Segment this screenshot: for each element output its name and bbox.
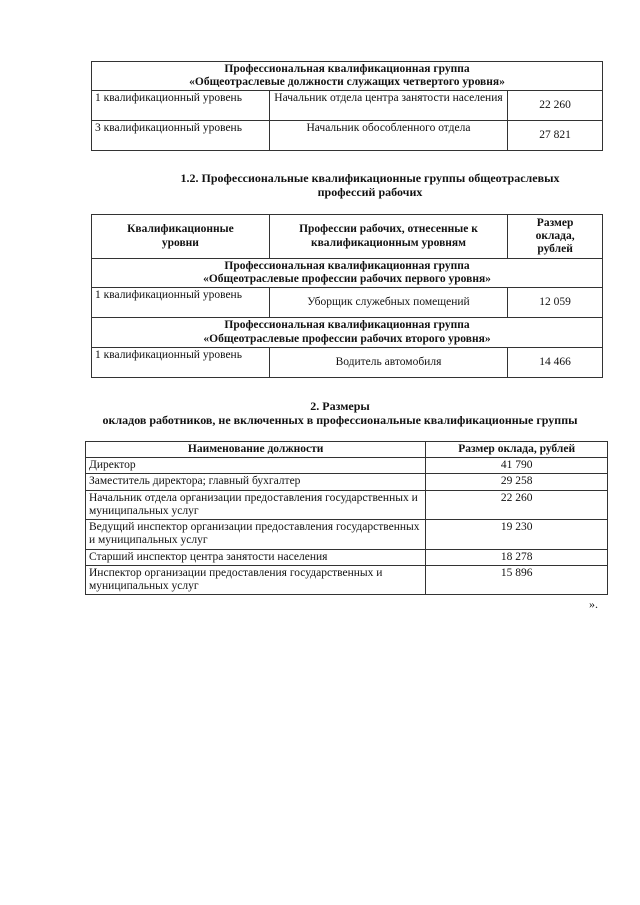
table-row	[86, 458, 608, 474]
table-header-row	[92, 215, 603, 259]
level-cell: 3 квалификационный уровень	[92, 121, 270, 151]
salary-cell: 19 230	[426, 520, 608, 549]
group-title: Профессиональная квалификационная группа	[224, 319, 470, 332]
group-header	[92, 318, 603, 347]
position-cell: Начальник отдела центра занятости населения	[269, 91, 507, 121]
section-heading-line: 2. Размеры	[310, 399, 370, 413]
section-heading-1-2	[100, 171, 640, 200]
table-row	[86, 549, 608, 565]
level-cell: 1 квалификационный уровень	[92, 288, 270, 318]
profession-cell: Уборщик служебных помещений	[269, 288, 507, 318]
group-title: Профессиональная квалификационная группа	[224, 260, 470, 272]
table-row	[86, 565, 608, 594]
table-row	[86, 490, 608, 519]
table-row	[92, 91, 603, 121]
position-cell: Старший инспектор центра занятости населения	[86, 549, 426, 565]
profession-cell: Водитель автомобиля	[269, 347, 507, 377]
salary-cell: 27 821	[508, 121, 603, 151]
column-header-salary: Размер оклада, рублей	[426, 442, 608, 458]
position-cell: Директор	[86, 458, 426, 474]
table-row	[92, 121, 603, 151]
group-subtitle: «Общеотраслевые профессии рабочих первого уровня»	[203, 273, 491, 286]
table-unclassified-positions	[85, 441, 608, 595]
table-header-row	[86, 442, 608, 458]
table-row	[86, 474, 608, 490]
section-heading-line: профессий рабочих	[317, 185, 423, 200]
level-cell: 1 квалификационный уровень	[92, 347, 270, 377]
position-cell: Начальник отдела организации предоставления государственных и муниципальных услуг	[86, 490, 426, 519]
column-header-professions: Профессии рабочих, отнесенные к квалификационным уровням	[269, 215, 507, 259]
closing-quote-mark: ».	[589, 597, 598, 611]
table-row	[92, 288, 603, 318]
salary-cell: 29 258	[426, 474, 608, 490]
group-subtitle: «Общеотраслевые профессии рабочих второго уровня»	[203, 332, 491, 345]
salary-cell: 22 260	[508, 91, 603, 121]
column-header-salary: Размер оклада, рублей	[508, 215, 603, 259]
table-row	[86, 520, 608, 549]
table-row	[92, 259, 603, 288]
position-cell: Ведущий инспектор организации предоставления государственных и муниципальных услуг	[86, 520, 426, 549]
table-row	[92, 318, 603, 347]
salary-cell: 41 790	[426, 458, 608, 474]
salary-cell: 15 896	[426, 565, 608, 594]
section-heading-line: 1.2. Профессиональные квалификационные группы общеотраслевых	[180, 171, 560, 185]
table-fourth-level-employees	[91, 61, 603, 151]
table-row	[92, 347, 603, 377]
salary-cell: 14 466	[508, 347, 603, 377]
table-row	[92, 62, 603, 91]
column-header-position: Наименование должности	[86, 442, 426, 458]
salary-cell: 12 059	[508, 288, 603, 318]
group-header	[92, 62, 603, 91]
position-cell: Начальник обособленного отдела	[269, 121, 507, 151]
group-title: Профессиональная квалификационная группа	[224, 63, 470, 75]
salary-cell: 22 260	[426, 490, 608, 519]
position-cell: Инспектор организации предоставления государственных и муниципальных услуг	[86, 565, 426, 594]
group-header	[92, 259, 603, 288]
group-subtitle: «Общеотраслевые должности служащих четвертого уровня»	[189, 76, 505, 89]
section-heading-2	[40, 399, 640, 428]
section-heading-line: окладов работников, не включенных в профессиональные квалификационные группы	[102, 413, 578, 428]
table-worker-professions	[91, 214, 603, 378]
level-cell: 1 квалификационный уровень	[92, 91, 270, 121]
column-header-levels: Квалификационные уровни	[92, 215, 270, 259]
salary-cell: 18 278	[426, 549, 608, 565]
position-cell: Заместитель директора; главный бухгалтер	[86, 474, 426, 490]
